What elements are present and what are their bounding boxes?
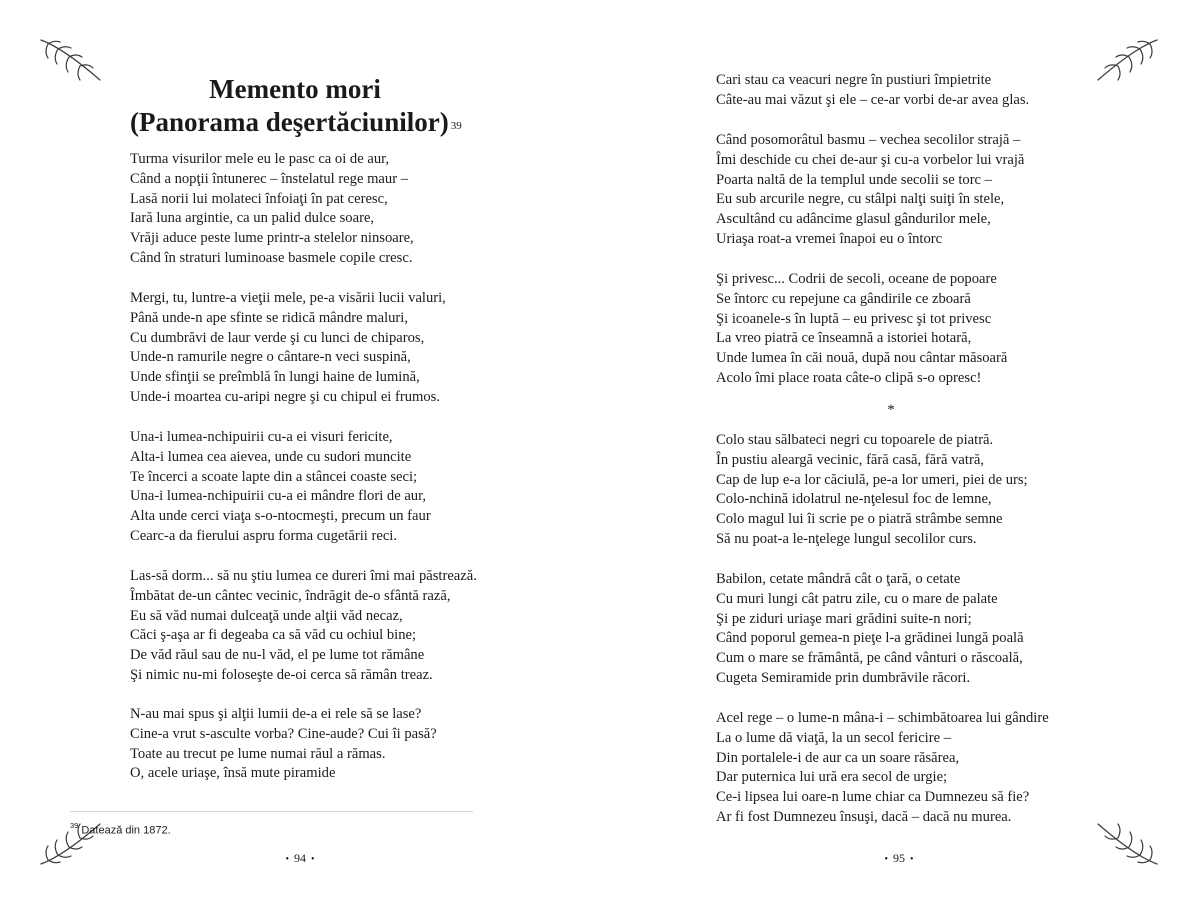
stanza <box>716 270 1007 389</box>
stanza <box>130 289 446 408</box>
verse-line: Acel rege – o lume-n mâna-i – schimbătoarea lui gândire <box>716 710 1049 726</box>
verse-line: De văd răul sau de nu-l văd, el pe lume tot rămâne <box>130 647 425 664</box>
right-page <box>600 0 1200 900</box>
leaf-branch-icon <box>38 36 108 86</box>
verse-line: Ascultând cu adâncime glasul gândurilor mele, <box>716 211 991 228</box>
stanza <box>716 570 1024 689</box>
verse-line: Îmbătat de-un cântec vecinic, îndrăgit de-o sfântă rază, <box>130 587 451 604</box>
verse-line: Cugeta Semiramide prin dumbrăvile răcori. <box>716 669 971 686</box>
poem-title <box>130 73 460 139</box>
verse-line: Cine-a vrut s-asculte vorba? Cine-aude? Cui îi pasă? <box>130 725 437 742</box>
section-separator: * <box>887 402 895 418</box>
leaf-branch-icon <box>1090 36 1160 86</box>
verse-line: N-au mai spus şi alţii lumii de-a ei rele să se lase? <box>130 706 422 722</box>
verse-line: Ce-i lipsea lui oare-n lume chiar ca Dumnezeu să fie? <box>716 789 1030 806</box>
verse-line: Şi icoanele-s în luptă – eu privesc şi tot privesc <box>716 310 992 327</box>
verse-line: Îmi deschide cu chei de-aur şi cu-a vorbelor lui vrajă <box>716 151 1025 168</box>
verse-line: O, acele uriaşe, însă mute piramide <box>130 765 336 782</box>
verse-line: Ar fi fost Dumnezeu însuşi, dacă – dacă nu murea. <box>716 808 1012 825</box>
page-number-dot: • <box>311 854 315 865</box>
verse-line: Şi privesc... Codrii de secoli, oceane de popoare <box>716 271 997 287</box>
verse-line: Babilon, cetate mândră cât o ţară, o cetate <box>716 571 961 587</box>
verse-line: Colo stau sălbateci negri cu topoarele de piatră. <box>716 432 994 448</box>
page-number <box>869 851 929 867</box>
verse-line: Uriaşa roat-a vremei înapoi eu o întorc <box>716 230 943 247</box>
verse-line: Mergi, tu, luntre-a vieţii mele, pe-a visării lucii valuri, <box>130 290 446 306</box>
verse-line: Poarta naltă de la templul unde secolii se torc – <box>716 171 992 188</box>
verse-line: Alta-i lumea cea aievea, unde cu sudori muncite <box>130 448 412 465</box>
verse-line: Unde-n ramurile negre o cântare-n veci suspină, <box>130 349 411 366</box>
verse-line: Unde lumea în căi nouă, după nou cântar măsoară <box>716 350 1008 367</box>
verse-line: Să nu poat-a le-nţelege lungul secolilor curs. <box>716 530 977 547</box>
stanza <box>716 71 1029 111</box>
verse-line: Dar puternica lui ură era secol de urgie; <box>716 769 948 786</box>
verse-line: Toate au trecut pe lume numai răul a rămas. <box>130 745 386 762</box>
footnote-number: 39 <box>70 821 79 830</box>
title-line-2-text: (Panorama deşertăciunilor) <box>130 107 449 137</box>
page-number-dot: • <box>910 854 914 865</box>
verse-line: Turma visurilor mele eu le pasc ca oi de aur, <box>130 151 390 167</box>
verse-line: Una-i lumea-nchipuirii cu-a ei visuri fericite, <box>130 429 393 445</box>
verse-line: Unde sfinţii se preîmblă în lungi haine de lumină, <box>130 369 420 386</box>
stanza <box>716 431 1028 550</box>
verse-line: Te încerci a scoate lapte din a stâncei coaste seci; <box>130 468 418 485</box>
verse-line: Cap de lup e-a lor căciulă, pe-a lor umeri, piei de urs; <box>716 471 1028 488</box>
verse-line: Când poporul gemea-n pieţe l-a grădinei lungă poală <box>716 630 1024 647</box>
verse-line: Lasă norii lui molateci înfoiaţi în pat ceresc, <box>130 190 388 207</box>
verse-line: Până unde-n ape sfinte se ridică mândre maluri, <box>130 309 408 326</box>
verse-line: Colo magul lui îi scrie pe o piatră strâmbe semne <box>716 511 1003 528</box>
verse-line: Unde-i moartea cu-aripi negre şi cu chipul ei frumos. <box>130 388 441 405</box>
footnote-text: Datează din 1872. <box>81 824 171 837</box>
stanza <box>716 131 1024 250</box>
verse-line: Cum o mare se frământă, pe când vânturi o răscoală, <box>716 650 1023 667</box>
verse-line: Şi pe ziduri uriaşe mari grădini suite-n nori; <box>716 610 972 627</box>
verse-line: În pustiu aleargă vecinic, fără casă, fără vatră, <box>716 451 984 468</box>
page-number-value: 95 <box>893 851 905 865</box>
verse-line: Când posomorâtul basmu – vechea secolilor strajă – <box>716 132 1021 148</box>
title-line-1: Memento mori <box>209 74 381 104</box>
footnote-marker[interactable]: 39 <box>450 120 462 132</box>
verse-line: Iară luna argintie, ca un palid dulce soare, <box>130 210 375 227</box>
verse-line: La o lume dă viaţă, la un secol fericire – <box>716 729 952 746</box>
verse-line: Când a nopţii întunerec – înstelatul rege maur – <box>130 170 409 187</box>
verse-line: Eu să văd numai dulceaţă unde alţii văd necaz, <box>130 607 403 624</box>
stanza <box>130 567 477 686</box>
stanza <box>716 709 1049 828</box>
verse-line: Cearc-a da fierului aspru forma cugetării reci. <box>130 527 398 544</box>
footnote <box>70 820 171 838</box>
verse-line: Cu muri lungi cât patru zile, cu o mare de palate <box>716 590 998 607</box>
verse-line: Eu sub arcurile negre, cu stâlpi nalţi suiţi în stele, <box>716 191 1005 208</box>
verse-line: Una-i lumea-nchipuirii cu-a ei mândre flori de aur, <box>130 488 427 505</box>
page-number-dot: • <box>285 854 289 865</box>
verse-line: Cu dumbrăvi de laur verde şi cu lunci de chiparos, <box>130 329 425 346</box>
verse-line: Las-să dorm... să nu ştiu lumea ce dureri îmi mai păstrează. <box>130 568 477 584</box>
verse-line: Vrăji aduce peste lume printr-a stelelor ninsoare, <box>130 230 414 247</box>
page-number-dot: • <box>884 854 888 865</box>
footnote-divider <box>70 811 473 812</box>
verse-line: Câte-au mai văzut şi ele – ce-ar vorbi de-ar avea glas. <box>716 91 1030 108</box>
verse-line: Din portalele-i de aur ca un soare răsărea, <box>716 749 960 766</box>
verse-line: Şi nimic nu-mi foloseşte de-oi cerca să rămân treaz. <box>130 666 433 683</box>
verse-line: Colo-nchină idolatrul ne-nţelesul foc de lemne, <box>716 491 992 508</box>
stanza <box>130 428 431 547</box>
verse-line: Când în straturi luminoase basmele copile cresc. <box>130 249 413 266</box>
verse-line: Cari stau ca veacuri negre în pustiuri împietrite <box>716 72 992 88</box>
page-number <box>270 851 330 867</box>
page-number-value: 94 <box>294 851 306 865</box>
verse-line: Căci ş-aşa ar fi degeaba ca să văd cu ochiul bine; <box>130 627 417 644</box>
verse-line: La vreo piatră ce înseamnă a istoriei hotară, <box>716 330 972 347</box>
title-line-2 <box>130 106 460 139</box>
verse-line: Acolo îmi place roata câte-o clipă s-o opresc! <box>716 369 982 386</box>
verse-line: Se întorc cu repejune ca gândirile ce zboară <box>716 290 971 307</box>
stanza <box>130 705 437 784</box>
leaf-branch-icon <box>1090 818 1160 868</box>
verse-line: Alta unde cerci viaţa s-o-ntocmeşti, precum un faur <box>130 508 431 525</box>
stanza <box>130 150 414 269</box>
